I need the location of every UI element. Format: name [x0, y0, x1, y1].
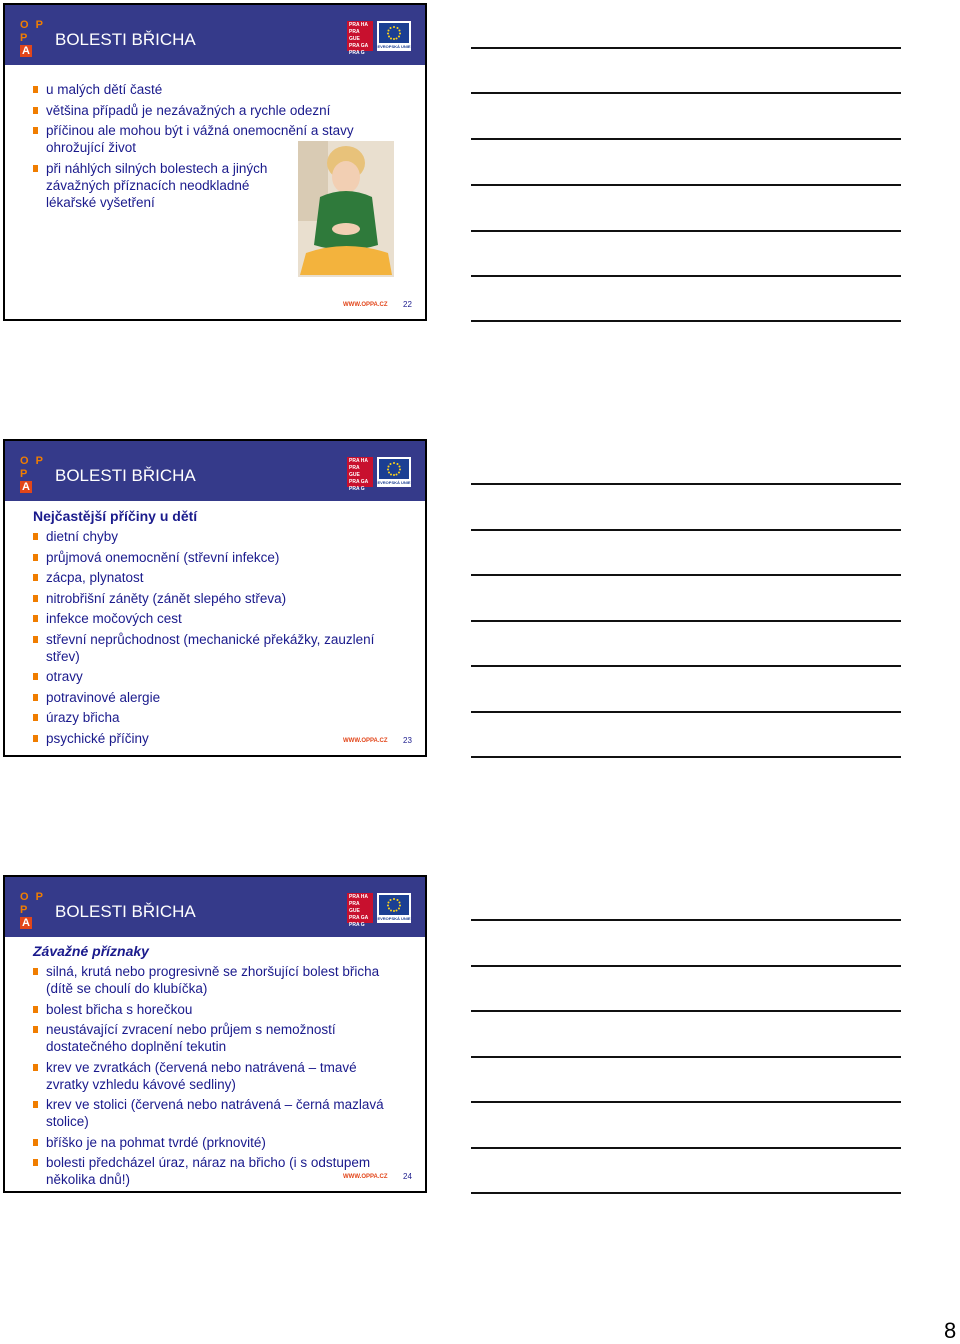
note-line: [471, 138, 901, 140]
slide-23: [3, 439, 427, 757]
slide-title: BOLESTI BŘICHA: [55, 30, 196, 49]
bullet-icon: [33, 107, 38, 114]
note-line: [471, 483, 901, 485]
note-line: [471, 620, 901, 622]
list-item: střevní neprůchodnost (mechanické překážky, zauzlení střev): [33, 631, 393, 665]
slide-title: BOLESTI BŘICHA: [55, 466, 196, 485]
list-item: infekce močových cest: [33, 610, 393, 627]
bullet-icon: [33, 554, 38, 561]
note-line: [471, 756, 901, 758]
list-item: nitrobřišní záněty (zánět slepého střeva): [33, 590, 393, 607]
slide-number: 22: [403, 300, 412, 309]
list-item: příčinou ale mohou být i vážná onemocnění a stavy ohrožující život: [33, 122, 363, 156]
note-line: [471, 711, 901, 713]
note-line: [471, 1147, 901, 1149]
bullet-icon: [33, 86, 38, 93]
note-line: [471, 320, 901, 322]
note-line: [471, 1010, 901, 1012]
bullet-icon: [33, 1159, 38, 1166]
slide-subheading: Nejčastější příčiny u dětí: [33, 508, 198, 524]
praha-logo: PRA HA PRA GUE PRA GA PRA G: [347, 457, 373, 487]
list-item: průjmová onemocnění (střevní infekce): [33, 549, 393, 566]
list-item: silná, krutá nebo progresivně se zhoršující bolest břicha (dítě se choulí do klubíčka): [33, 963, 397, 997]
note-line: [471, 47, 901, 49]
list-item: většina případů je nezávažných a rychle odezní: [33, 102, 363, 119]
footer-url: WWW.OPPA.CZ: [343, 1174, 388, 1180]
page-number: 8: [944, 1318, 957, 1343]
list-item: krev ve zvratkách (červená nebo natrávená – tmavé zvratky vzhledu kávové sedliny): [33, 1059, 397, 1093]
bullet-icon: [33, 673, 38, 680]
note-line: [471, 184, 901, 186]
bullet-icon: [33, 968, 38, 975]
slide-number: 23: [403, 736, 412, 745]
bullet-icon: [33, 1064, 38, 1071]
eu-flag-logo: EVROPSKÁ UNIE: [377, 21, 411, 51]
bullet-icon: [33, 533, 38, 540]
list-item: zácpa, plynatost: [33, 569, 393, 586]
oppa-logo: O P P A: [20, 455, 45, 493]
list-item: psychické příčiny: [33, 730, 393, 747]
slide-header: [5, 441, 425, 501]
eu-flag-icon: [379, 459, 409, 479]
bullet-icon: [33, 1101, 38, 1108]
note-line: [471, 1101, 901, 1103]
note-line: [471, 665, 901, 667]
child-holding-belly-photo: [298, 141, 394, 277]
slide-header: [5, 5, 425, 65]
eu-flag-logo: EVROPSKÁ UNIE: [377, 457, 411, 487]
list-item: dietní chyby: [33, 528, 393, 545]
note-line: [471, 275, 901, 277]
bullet-icon: [33, 1026, 38, 1033]
bullet-icon: [33, 1139, 38, 1146]
note-line: [471, 92, 901, 94]
bullet-icon: [33, 694, 38, 701]
slide-body: [33, 508, 413, 750]
note-line: [471, 230, 901, 232]
list-item: otravy: [33, 668, 393, 685]
note-line: [471, 574, 901, 576]
slide-number: 24: [403, 1172, 412, 1181]
praha-logo: PRA HA PRA GUE PRA GA PRA G: [347, 21, 373, 51]
footer-url: WWW.OPPA.CZ: [343, 738, 388, 744]
praha-logo: PRA HA PRA GUE PRA GA PRA G: [347, 893, 373, 923]
oppa-logo: O P P A: [20, 891, 45, 929]
list-item: potravinové alergie: [33, 689, 393, 706]
slide-24: [3, 875, 427, 1193]
eu-flag-icon: [379, 23, 409, 43]
list-item: bolest břicha s horečkou: [33, 1001, 397, 1018]
note-line: [471, 1056, 901, 1058]
slide-subheading: Závažné příznaky: [33, 943, 149, 959]
list-item: neustávající zvracení nebo průjem s nemožností dostatečného doplnění tekutin: [33, 1021, 397, 1055]
note-line: [471, 919, 901, 921]
note-line: [471, 529, 901, 531]
bullet-icon: [33, 1006, 38, 1013]
bullet-icon: [33, 615, 38, 622]
bullet-icon: [33, 165, 38, 172]
oppa-logo: O P P A: [20, 19, 45, 57]
bullet-icon: [33, 714, 38, 721]
list-item: bříško je na pohmat tvrdé (prknovité): [33, 1134, 397, 1151]
eu-flag-logo: EVROPSKÁ UNIE: [377, 893, 411, 923]
list-item: úrazy břicha: [33, 709, 393, 726]
slide-body: [33, 943, 413, 1192]
list-item: při náhlých silných bolestech a jiných závažných příznacích neodkladné lékařské vyšetření: [33, 160, 286, 211]
slide-title: BOLESTI BŘICHA: [55, 902, 196, 921]
bullet-icon: [33, 735, 38, 742]
bullet-icon: [33, 595, 38, 602]
eu-flag-icon: [379, 895, 409, 915]
bullet-icon: [33, 574, 38, 581]
note-line: [471, 1192, 901, 1194]
bullet-icon: [33, 127, 38, 134]
slide-header: [5, 877, 425, 937]
list-item: bolesti předcházel úraz, náraz na břicho (i s odstupem několika dnů!): [33, 1154, 397, 1188]
list-item: krev ve stolici (červená nebo natrávená – černá mazlavá stolice): [33, 1096, 397, 1130]
slide-22: [3, 3, 427, 321]
list-item: u malých dětí časté: [33, 81, 363, 98]
footer-url: WWW.OPPA.CZ: [343, 302, 388, 308]
bullet-icon: [33, 636, 38, 643]
note-line: [471, 965, 901, 967]
